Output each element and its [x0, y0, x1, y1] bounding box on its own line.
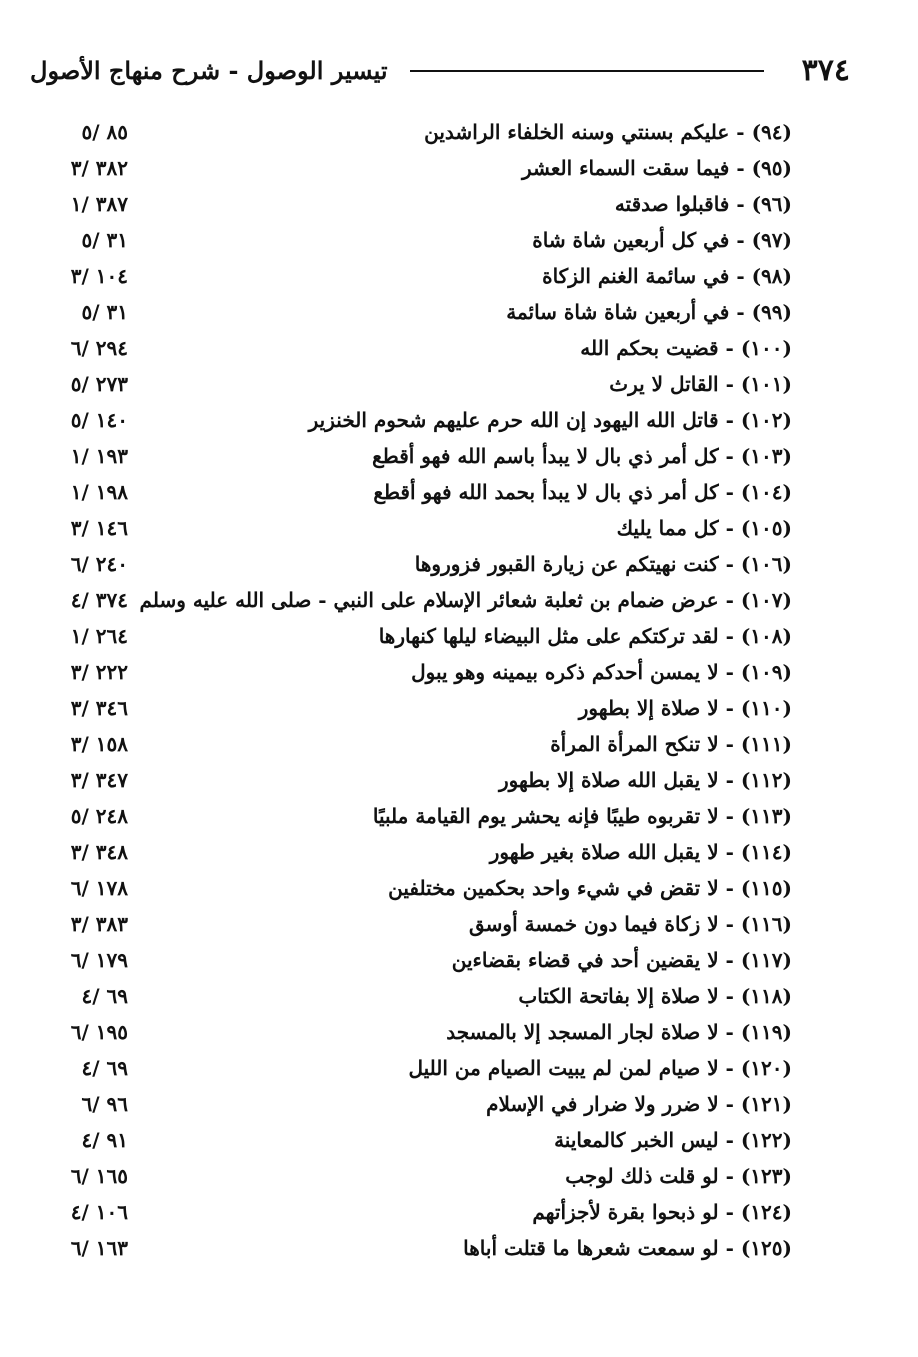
list-item [0, 114, 918, 150]
list-item [0, 402, 918, 438]
list-item [0, 690, 918, 726]
list-item [0, 582, 918, 618]
entry-reference: ٩٦ /٦ [81, 1092, 128, 1116]
entry-reference: ٢٩٤ /٦ [70, 336, 128, 360]
list-item [0, 618, 918, 654]
entry-reference: ١٧٨ /٦ [70, 876, 128, 900]
list-item [0, 1194, 918, 1230]
entry-text: (١٢٢) - ليس الخبر كالمعاينة [554, 1128, 792, 1152]
list-item [0, 834, 918, 870]
entry-text: (٩٧) - في كل أربعين شاة شاة [532, 228, 792, 252]
entry-text: (١١٨) - لا صلاة إلا بفاتحة الكتاب [518, 984, 792, 1008]
entry-text: (٩٥) - فيما سقت السماء العشر [521, 156, 792, 180]
entry-reference: ٣٨٧ /١ [70, 192, 128, 216]
entry-reference: ٢٢٢ /٣ [70, 660, 128, 684]
list-item [0, 654, 918, 690]
book-title: تيسير الوصول - شرح منهاج الأصول [30, 56, 388, 85]
entry-reference: ٢٤٠ /٦ [70, 552, 128, 576]
entry-text: (٩٤) - عليكم بسنتي وسنه الخلفاء الراشدين [424, 120, 792, 144]
list-item [0, 762, 918, 798]
entry-reference: ٢٧٣ /٥ [70, 372, 128, 396]
entry-text: (١١٠) - لا صلاة إلا بطهور [578, 696, 792, 720]
entry-reference: ٣٨٢ /٣ [70, 156, 128, 180]
entry-text: (١٠١) - القاتل لا يرث [609, 372, 792, 396]
entry-reference: ٣٤٨ /٣ [70, 840, 128, 864]
entry-text: (١١١) - لا تنكح المرأة المرأة [550, 732, 792, 756]
entry-text: (١٢٤) - لو ذبحوا بقرة لأجزأتهم [532, 1200, 792, 1224]
list-item [0, 942, 918, 978]
list-item [0, 546, 918, 582]
list-item [0, 510, 918, 546]
entry-text: (١١٢) - لا يقبل الله صلاة إلا بطهور [498, 768, 792, 792]
entry-reference: ١٠٤ /٣ [70, 264, 128, 288]
entry-reference: ٣٤٦ /٣ [70, 696, 128, 720]
entry-reference: ٩١ /٤ [81, 1128, 128, 1152]
entry-text: (٩٦) - فاقبلوا صدقته [614, 192, 792, 216]
list-item [0, 186, 918, 222]
entry-text: (١٠٧) - عرض ضمام بن ثعلبة شعائر الإسلام على النبي - صلى الله عليه وسلم [139, 588, 792, 612]
entry-reference: ١٥٨ /٣ [70, 732, 128, 756]
list-item [0, 294, 918, 330]
list-item [0, 1158, 918, 1194]
list-item [0, 1230, 918, 1266]
list-item [0, 1014, 918, 1050]
list-item [0, 870, 918, 906]
entry-reference: ١٦٥ /٦ [70, 1164, 128, 1188]
entry-text: (١٠٣) - كل أمر ذي بال لا يبدأ باسم الله فهو أقطع [372, 444, 792, 468]
entry-text: (١١٦) - لا زكاة فيما دون خمسة أوسق [468, 912, 792, 936]
entry-reference: ٢٦٤ /١ [70, 624, 128, 648]
entry-text: (١٠٦) - كنت نهيتكم عن زيارة القبور فزوروها [414, 552, 792, 576]
entry-reference: ٣٧٤ /٤ [70, 588, 128, 612]
list-item [0, 150, 918, 186]
entry-reference: ٣٨٣ /٣ [70, 912, 128, 936]
list-item [0, 222, 918, 258]
entry-reference: ١٩٨ /١ [70, 480, 128, 504]
entry-text: (٩٩) - في أربعين شاة شاة سائمة [506, 300, 792, 324]
list-item [0, 438, 918, 474]
entry-text: (١٢١) - لا ضرر ولا ضرار في الإسلام [486, 1092, 792, 1116]
entry-reference: ١٧٩ /٦ [70, 948, 128, 972]
entry-text: (١١٣) - لا تقربوه طيبًا فإنه يحشر يوم القيامة ملبيًا [372, 804, 792, 828]
page-header [20, 48, 850, 94]
entry-reference: ١٠٦ /٤ [70, 1200, 128, 1224]
entry-text: (١٠٠) - قضيت بحكم الله [580, 336, 792, 360]
hadith-index-list [0, 114, 918, 1266]
entry-text: (١١٥) - لا تقض في شيء واحد بحكمين مختلفين [388, 876, 792, 900]
list-item [0, 1086, 918, 1122]
header-rule [410, 70, 764, 72]
list-item [0, 726, 918, 762]
list-item [0, 798, 918, 834]
list-item [0, 1122, 918, 1158]
entry-text: (١٢٥) - لو سمعت شعرها ما قتلت أباها [463, 1236, 792, 1260]
entry-reference: ١٦٣ /٦ [70, 1236, 128, 1260]
entry-text: (١١٤) - لا يقبل الله صلاة بغير طهور [489, 840, 792, 864]
list-item [0, 906, 918, 942]
page-number: ٣٧٤ [801, 53, 850, 88]
entry-text: (١٢٣) - لو قلت ذلك لوجب [565, 1164, 792, 1188]
entry-text: (٩٨) - في سائمة الغنم الزكاة [542, 264, 792, 288]
entry-text: (١٠٨) - لقد تركتكم على مثل البيضاء ليلها كنهارها [378, 624, 792, 648]
entry-text: (١٠٩) - لا يمسن أحدكم ذكره بيمينه وهو يبول [411, 660, 792, 684]
entry-text: (١٠٢) - قاتل الله اليهود إن الله حرم عليهم شحوم الخنزير [308, 408, 792, 432]
entry-reference: ١٩٥ /٦ [70, 1020, 128, 1044]
list-item [0, 366, 918, 402]
entry-reference: ١٩٣ /١ [70, 444, 128, 468]
entry-reference: ١٤٦ /٣ [70, 516, 128, 540]
entry-text: (١٠٤) - كل أمر ذي بال لا يبدأ بحمد الله فهو أقطع [373, 480, 792, 504]
entry-text: (١٠٥) - كل مما يليك [616, 516, 792, 540]
entry-reference: ٢٤٨ /٥ [70, 804, 128, 828]
list-item [0, 258, 918, 294]
entry-reference: ١٤٠ /٥ [70, 408, 128, 432]
entry-reference: ٣٤٧ /٣ [70, 768, 128, 792]
list-item [0, 978, 918, 1014]
entry-reference: ٣١ /٥ [81, 300, 128, 324]
list-item [0, 1050, 918, 1086]
entry-reference: ٦٩ /٤ [81, 984, 128, 1008]
entry-reference: ٣١ /٥ [81, 228, 128, 252]
list-item [0, 330, 918, 366]
entry-reference: ٨٥ /٥ [81, 120, 128, 144]
entry-text: (١١٩) - لا صلاة لجار المسجد إلا بالمسجد [446, 1020, 792, 1044]
entry-text: (١١٧) - لا يقضين أحد في قضاء بقضاءين [451, 948, 792, 972]
entry-reference: ٦٩ /٤ [81, 1056, 128, 1080]
list-item [0, 474, 918, 510]
entry-text: (١٢٠) - لا صيام لمن لم يبيت الصيام من الليل [408, 1056, 792, 1080]
